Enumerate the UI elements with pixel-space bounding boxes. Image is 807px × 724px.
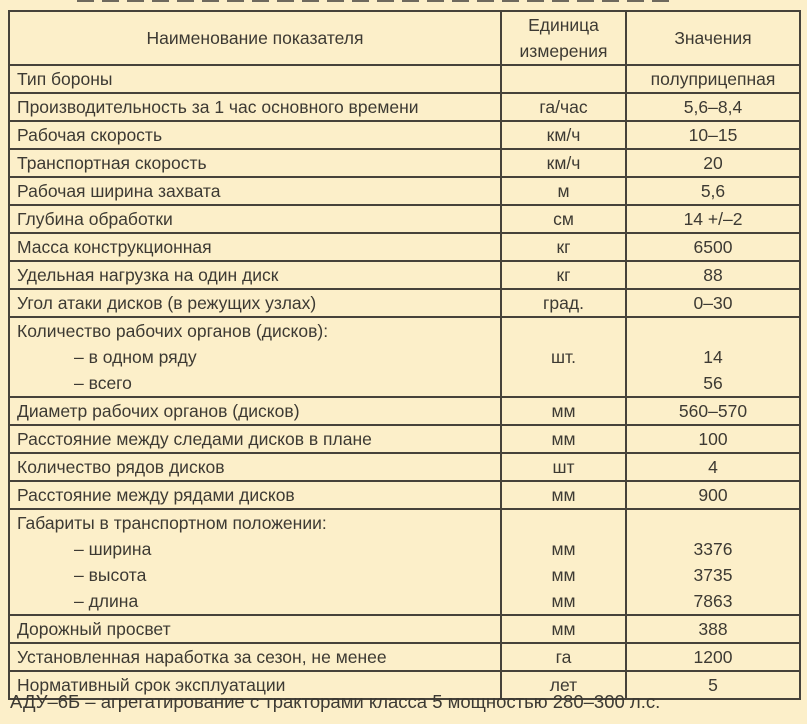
row-indicator-cell (9, 397, 501, 425)
cell-line: 560–570 (678, 401, 748, 421)
row-indicator-cell (9, 425, 501, 453)
cell-line (502, 66, 625, 92)
row-unit-cell (501, 317, 626, 397)
table-row (9, 289, 800, 317)
cell-line: Тип бороны (17, 69, 113, 89)
cell-line: 0–30 (693, 293, 733, 313)
cell-line: мм (551, 539, 576, 559)
row-unit-cell (501, 397, 626, 425)
cell-line: град. (543, 293, 584, 313)
row-unit-cell (501, 65, 626, 93)
cell-line: 5,6–8,4 (683, 97, 743, 117)
table-row (9, 509, 800, 615)
row-value-cell (626, 425, 800, 453)
row-value-cell (626, 233, 800, 261)
cell-line: мм (551, 565, 576, 585)
row-unit-cell (501, 121, 626, 149)
cell-line: 56 (703, 373, 723, 393)
cell-line: – всего (74, 373, 132, 393)
row-unit-cell (501, 481, 626, 509)
cell-line: Расстояние между рядами дисков (17, 485, 295, 505)
cell-line: шт. (551, 347, 576, 367)
row-indicator-cell (9, 149, 501, 177)
cell-line: 10–15 (688, 125, 738, 145)
cell-line: Габариты в транспортном положении: (17, 513, 327, 533)
cell-line: 3376 (693, 539, 733, 559)
row-unit-cell (501, 205, 626, 233)
table-row (9, 481, 800, 509)
row-indicator-cell (9, 289, 501, 317)
cell-line (502, 510, 625, 536)
row-value-cell (626, 453, 800, 481)
row-value-cell (626, 93, 800, 121)
cell-line (502, 318, 625, 344)
cell-line: м (557, 181, 570, 201)
cell-line: кг (556, 237, 571, 257)
table-row (9, 121, 800, 149)
row-unit-cell (501, 93, 626, 121)
cell-line: 388 (698, 619, 728, 639)
header-values: Значения (626, 11, 800, 65)
table-row (9, 425, 800, 453)
header-unit: Единица измерения (501, 11, 626, 65)
cell-line: мм (551, 619, 576, 639)
cell-line: 5,6 (700, 181, 726, 201)
cell-line: 14 (703, 347, 723, 367)
row-value-cell (626, 481, 800, 509)
cell-line: Угол атаки дисков (в режущих узлах) (17, 293, 317, 313)
cell-line: – длина (74, 591, 139, 611)
row-indicator-cell (9, 65, 501, 93)
cell-line: Удельная нагрузка на один диск (17, 265, 279, 285)
row-value-cell (626, 643, 800, 671)
row-indicator-cell (9, 205, 501, 233)
cell-line: Глубина обработки (17, 209, 173, 229)
row-value-cell (626, 397, 800, 425)
table-row (9, 205, 800, 233)
cell-line (502, 370, 625, 396)
row-value-cell (626, 177, 800, 205)
cropped-content-artifact (77, 0, 677, 2)
row-unit-cell (501, 233, 626, 261)
table-row (9, 397, 800, 425)
cell-line: Производительность за 1 час основного времени (17, 97, 419, 117)
row-value-cell (626, 149, 800, 177)
cell-line: Расстояние между следами дисков в плане (17, 429, 372, 449)
cell-line: 100 (698, 429, 728, 449)
row-value-cell (626, 205, 800, 233)
cell-line: 6500 (693, 237, 733, 257)
cell-line: шт (552, 457, 575, 477)
row-value-cell (626, 121, 800, 149)
row-value-cell (626, 261, 800, 289)
row-unit-cell (501, 149, 626, 177)
header-indicator-name: Наименование показателя (9, 11, 501, 65)
cell-line: 14 +/–2 (683, 209, 743, 229)
cell-line: мм (551, 591, 576, 611)
cell-line: мм (551, 401, 576, 421)
row-unit-cell (501, 289, 626, 317)
cell-line (627, 510, 799, 536)
row-value-cell (626, 509, 800, 615)
cell-line: Масса конструкционная (17, 237, 212, 257)
cell-line: 900 (698, 485, 728, 505)
cell-line: 5 (708, 675, 718, 695)
cell-line: км/ч (546, 153, 581, 173)
row-indicator-cell (9, 233, 501, 261)
table-row (9, 65, 800, 93)
table-row (9, 261, 800, 289)
table-row (9, 93, 800, 121)
cell-line: – высота (74, 565, 147, 585)
cell-line: 1200 (693, 647, 733, 667)
row-indicator-cell (9, 317, 501, 397)
table-row (9, 233, 800, 261)
cell-line: Установленная наработка за сезон, не менее (17, 647, 387, 667)
row-unit-cell (501, 615, 626, 643)
spec-table-body (9, 65, 800, 699)
row-indicator-cell (9, 177, 501, 205)
cell-line: Транспортная скорость (17, 153, 207, 173)
cell-line: см (553, 209, 574, 229)
cell-line: 88 (703, 265, 723, 285)
cell-line: 7863 (693, 591, 733, 611)
cell-line: Количество рабочих органов (дисков): (17, 321, 329, 341)
row-indicator-cell (9, 509, 501, 615)
cell-line: мм (551, 485, 576, 505)
table-row (9, 177, 800, 205)
cell-line (627, 318, 799, 344)
cell-line: Дорожный просвет (17, 619, 171, 639)
row-indicator-cell (9, 261, 501, 289)
cell-line: 4 (708, 457, 718, 477)
row-indicator-cell (9, 453, 501, 481)
row-value-cell (626, 615, 800, 643)
row-indicator-cell (9, 121, 501, 149)
header-row (9, 11, 800, 65)
cell-line: – в одном ряду (74, 347, 197, 367)
cell-line: Нормативный срок эксплуатации (17, 675, 286, 695)
cell-line: кг (556, 265, 571, 285)
row-unit-cell (501, 425, 626, 453)
table-row (9, 643, 800, 671)
cell-line: полуприцепная (650, 69, 776, 89)
row-value-cell (626, 289, 800, 317)
cell-line: 3735 (693, 565, 733, 585)
row-indicator-cell (9, 615, 501, 643)
footer-note: АДУ–6Б – агрегатирование с тракторами класса 5 мощностью 280–300 л.с. (10, 691, 661, 712)
cell-line: 20 (703, 153, 723, 173)
cell-line: Рабочая ширина захвата (17, 181, 221, 201)
cell-line: лет (549, 675, 578, 695)
spec-table (8, 10, 801, 700)
table-row (9, 149, 800, 177)
row-unit-cell (501, 509, 626, 615)
row-unit-cell (501, 643, 626, 671)
cell-line: – ширина (74, 539, 152, 559)
spec-table-header (9, 11, 800, 65)
cell-line: км/ч (546, 125, 581, 145)
cell-line: Рабочая скорость (17, 125, 163, 145)
table-row (9, 615, 800, 643)
row-unit-cell (501, 453, 626, 481)
row-unit-cell (501, 261, 626, 289)
row-indicator-cell (9, 643, 501, 671)
cell-line: Количество рядов дисков (17, 457, 225, 477)
row-value-cell (626, 317, 800, 397)
cell-line: Диаметр рабочих органов (дисков) (17, 401, 300, 421)
row-indicator-cell (9, 481, 501, 509)
cell-line: га (555, 647, 572, 667)
cell-line: мм (551, 429, 576, 449)
row-value-cell (626, 65, 800, 93)
cell-line: га/час (539, 97, 588, 117)
row-indicator-cell (9, 93, 501, 121)
table-row (9, 317, 800, 397)
row-unit-cell (501, 177, 626, 205)
table-row (9, 453, 800, 481)
